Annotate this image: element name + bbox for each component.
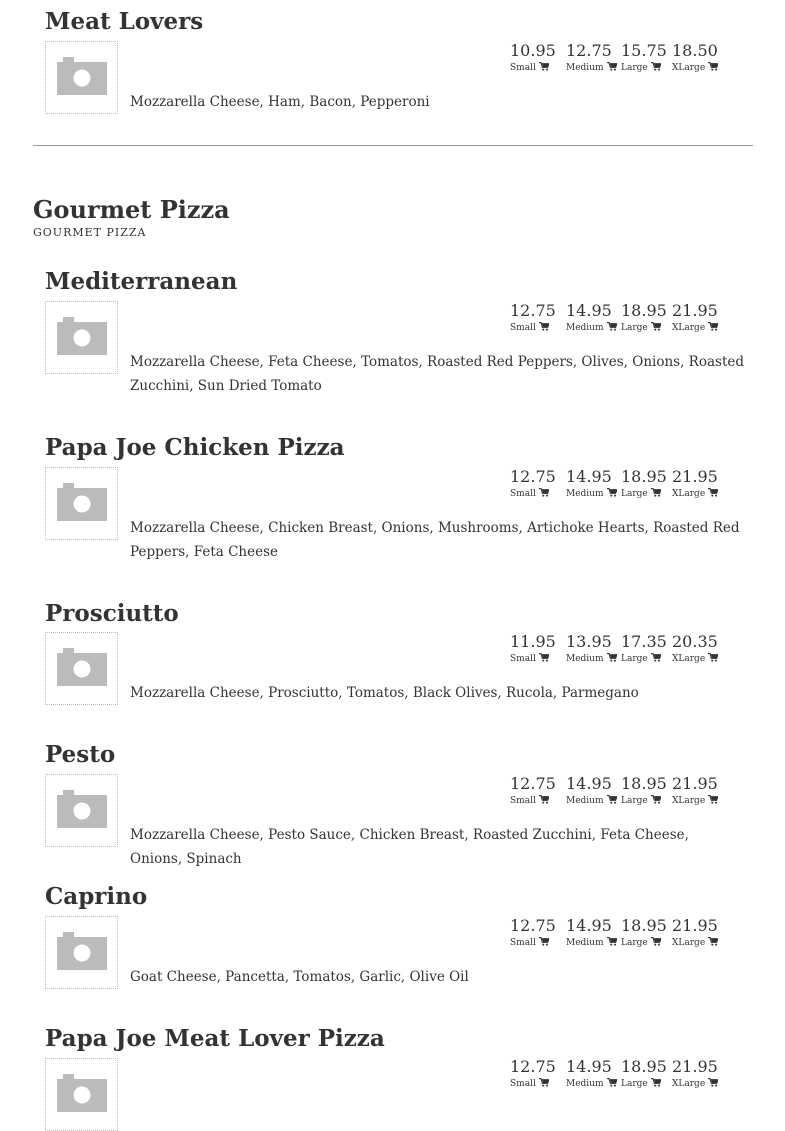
item-name: Meat Lovers xyxy=(45,8,204,35)
cart-icon[interactable] xyxy=(708,937,718,949)
cart-icon[interactable] xyxy=(539,795,549,807)
price-option[interactable] xyxy=(566,467,622,500)
price-option[interactable] xyxy=(566,41,622,74)
item-description: Mozzarella Cheese, Prosciutto, Tomatos, Black Olives, Rucola, Parmegano xyxy=(130,685,639,701)
size-label: Small xyxy=(510,654,536,664)
price-value: 21.95 xyxy=(672,301,718,320)
price-option[interactable] xyxy=(621,41,677,74)
price-value: 20.35 xyxy=(672,632,718,651)
price-value: 12.75 xyxy=(510,467,556,486)
cart-icon[interactable] xyxy=(708,795,718,807)
cart-icon[interactable] xyxy=(708,488,718,500)
size-label: Medium xyxy=(566,1079,604,1089)
cart-icon[interactable] xyxy=(651,322,661,334)
price-option[interactable] xyxy=(621,916,677,949)
price-value: 12.75 xyxy=(566,41,612,60)
price-value: 21.95 xyxy=(672,774,718,793)
price-value: 14.95 xyxy=(566,774,612,793)
cart-icon[interactable] xyxy=(539,62,549,74)
item-description: Mozzarella Cheese, Ham, Bacon, Pepperoni xyxy=(130,94,430,110)
cart-icon[interactable] xyxy=(651,653,661,665)
price-value: 14.95 xyxy=(566,467,612,486)
cart-icon[interactable] xyxy=(539,488,549,500)
size-label: XLarge xyxy=(672,63,706,73)
size-label: Large xyxy=(621,1079,648,1089)
size-label: Small xyxy=(510,323,536,333)
price-option[interactable] xyxy=(672,301,728,334)
item-description: Mozzarella Cheese, Chicken Breast, Onions, Mushrooms, Artichoke Hearts, Roasted Red Peppers, Feta Cheese xyxy=(130,520,740,560)
item-thumbnail[interactable] xyxy=(45,1058,118,1131)
price-option[interactable] xyxy=(566,774,622,807)
cart-icon[interactable] xyxy=(708,62,718,74)
size-label: XLarge xyxy=(672,796,706,806)
price-value: 10.95 xyxy=(510,41,556,60)
price-option[interactable] xyxy=(566,301,622,334)
price-option[interactable] xyxy=(510,301,566,334)
item-thumbnail[interactable] xyxy=(45,41,118,114)
price-value: 12.75 xyxy=(510,301,556,320)
price-value: 15.75 xyxy=(621,41,667,60)
item-thumbnail[interactable] xyxy=(45,916,118,989)
size-label: Small xyxy=(510,489,536,499)
price-option[interactable] xyxy=(621,774,677,807)
price-option[interactable] xyxy=(621,1057,677,1090)
size-label: Large xyxy=(621,654,648,664)
cart-icon[interactable] xyxy=(539,1078,549,1090)
cart-icon[interactable] xyxy=(607,795,617,807)
cart-icon[interactable] xyxy=(651,937,661,949)
price-value: 12.75 xyxy=(510,774,556,793)
camera-icon xyxy=(57,790,107,828)
item-thumbnail[interactable] xyxy=(45,301,118,374)
size-label: Small xyxy=(510,63,536,73)
cart-icon[interactable] xyxy=(607,322,617,334)
item-description: Mozzarella Cheese, Pesto Sauce, Chicken Breast, Roasted Zucchini, Feta Cheese, Onions, Spinach xyxy=(130,827,689,867)
section-divider xyxy=(33,145,753,146)
item-name: Papa Joe Meat Lover Pizza xyxy=(45,1025,385,1052)
price-option[interactable] xyxy=(510,632,566,665)
cart-icon[interactable] xyxy=(607,937,617,949)
price-option[interactable] xyxy=(510,774,566,807)
size-label: Large xyxy=(621,938,648,948)
price-option[interactable] xyxy=(621,301,677,334)
camera-icon xyxy=(57,648,107,686)
price-value: 17.35 xyxy=(621,632,667,651)
price-option[interactable] xyxy=(510,916,566,949)
size-label: XLarge xyxy=(672,489,706,499)
price-value: 14.95 xyxy=(566,301,612,320)
cart-icon[interactable] xyxy=(708,653,718,665)
item-name: Caprino xyxy=(45,883,148,910)
camera-icon xyxy=(57,57,107,95)
size-label: Large xyxy=(621,489,648,499)
cart-icon[interactable] xyxy=(708,1078,718,1090)
price-option[interactable] xyxy=(672,916,728,949)
item-name: Pesto xyxy=(45,741,116,768)
size-label: Medium xyxy=(566,654,604,664)
size-label: Small xyxy=(510,1079,536,1089)
cart-icon[interactable] xyxy=(607,62,617,74)
cart-icon[interactable] xyxy=(651,795,661,807)
price-option[interactable] xyxy=(672,467,728,500)
price-option[interactable] xyxy=(621,467,677,500)
cart-icon[interactable] xyxy=(651,1078,661,1090)
item-description: Mozzarella Cheese, Feta Cheese, Tomatos, Roasted Red Peppers, Olives, Onions, Roasted Zucchini, Sun Dried Tomato xyxy=(130,354,744,394)
cart-icon[interactable] xyxy=(651,488,661,500)
size-label: Medium xyxy=(566,796,604,806)
price-value: 21.95 xyxy=(672,1057,718,1076)
price-value: 18.95 xyxy=(621,467,667,486)
size-label: XLarge xyxy=(672,1079,706,1089)
size-label: Medium xyxy=(566,63,604,73)
camera-icon xyxy=(57,932,107,970)
cart-icon[interactable] xyxy=(607,488,617,500)
cart-icon[interactable] xyxy=(607,1078,617,1090)
size-label: XLarge xyxy=(672,654,706,664)
price-value: 21.95 xyxy=(672,916,718,935)
price-option[interactable] xyxy=(621,632,677,665)
size-label: XLarge xyxy=(672,938,706,948)
size-label: Large xyxy=(621,796,648,806)
size-label: XLarge xyxy=(672,323,706,333)
section-title: Gourmet Pizza xyxy=(33,195,230,224)
price-option[interactable] xyxy=(672,41,728,74)
section-subtitle: GOURMET PIZZA xyxy=(33,226,147,239)
price-option[interactable] xyxy=(566,916,622,949)
price-option[interactable] xyxy=(510,41,566,74)
item-name: Prosciutto xyxy=(45,600,179,627)
size-label: Small xyxy=(510,796,536,806)
price-option[interactable] xyxy=(510,467,566,500)
cart-icon[interactable] xyxy=(651,62,661,74)
price-value: 18.95 xyxy=(621,1057,667,1076)
camera-icon xyxy=(57,317,107,355)
price-value: 13.95 xyxy=(566,632,612,651)
item-description: Goat Cheese, Pancetta, Tomatos, Garlic, Olive Oil xyxy=(130,969,469,985)
size-label: Small xyxy=(510,938,536,948)
price-value: 18.95 xyxy=(621,774,667,793)
price-value: 21.95 xyxy=(672,467,718,486)
price-value: 12.75 xyxy=(510,1057,556,1076)
item-thumbnail[interactable] xyxy=(45,467,118,540)
price-value: 14.95 xyxy=(566,1057,612,1076)
camera-icon xyxy=(57,483,107,521)
price-option[interactable] xyxy=(672,774,728,807)
item-name: Mediterranean xyxy=(45,268,238,295)
price-value: 18.95 xyxy=(621,301,667,320)
price-option[interactable] xyxy=(566,632,622,665)
size-label: Medium xyxy=(566,323,604,333)
cart-icon[interactable] xyxy=(539,322,549,334)
price-option[interactable] xyxy=(672,632,728,665)
camera-icon xyxy=(57,1074,107,1112)
item-thumbnail[interactable] xyxy=(45,632,118,705)
price-option[interactable] xyxy=(566,1057,622,1090)
size-label: Medium xyxy=(566,489,604,499)
price-value: 12.75 xyxy=(510,916,556,935)
cart-icon[interactable] xyxy=(607,653,617,665)
item-thumbnail[interactable] xyxy=(45,774,118,847)
price-value: 14.95 xyxy=(566,916,612,935)
price-option[interactable] xyxy=(672,1057,728,1090)
size-label: Large xyxy=(621,63,648,73)
cart-icon[interactable] xyxy=(539,653,549,665)
price-value: 11.95 xyxy=(510,632,556,651)
size-label: Medium xyxy=(566,938,604,948)
price-value: 18.50 xyxy=(672,41,718,60)
cart-icon[interactable] xyxy=(539,937,549,949)
price-option[interactable] xyxy=(510,1057,566,1090)
item-name: Papa Joe Chicken Pizza xyxy=(45,434,345,461)
cart-icon[interactable] xyxy=(708,322,718,334)
size-label: Large xyxy=(621,323,648,333)
price-value: 18.95 xyxy=(621,916,667,935)
